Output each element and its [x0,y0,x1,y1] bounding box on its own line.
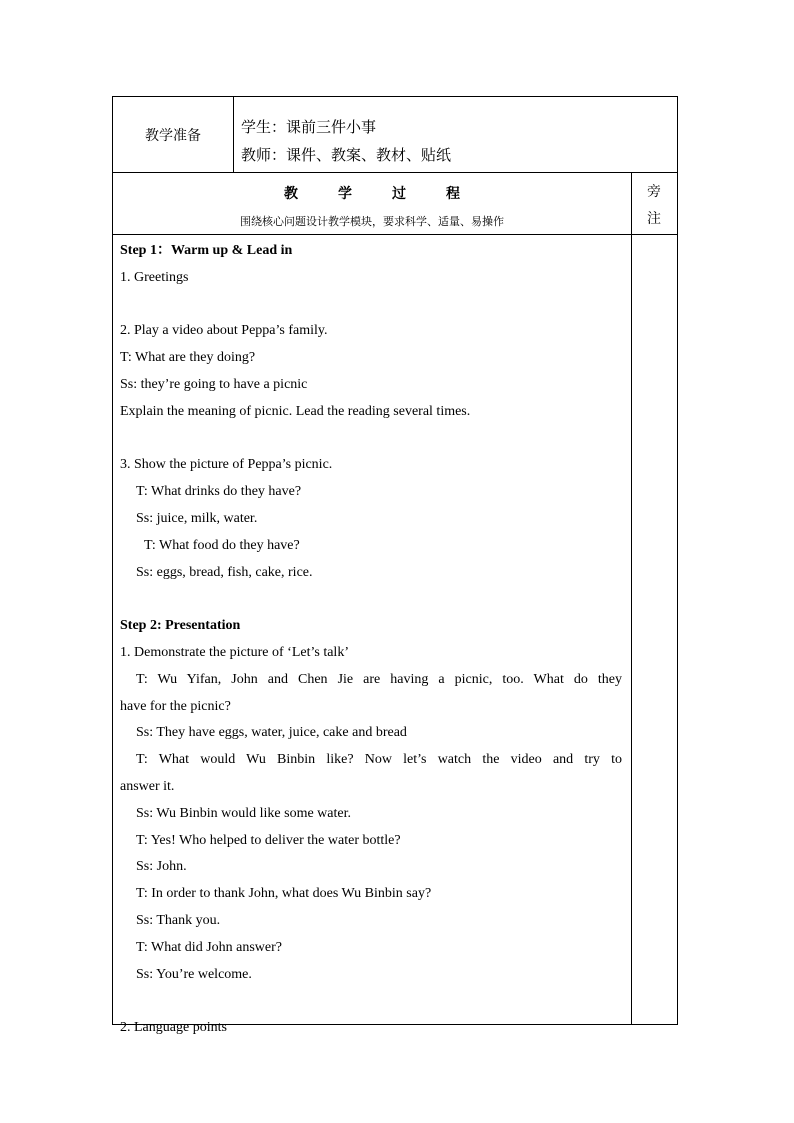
blank-line [120,426,622,453]
column-divider [631,172,632,1024]
text-line: answer it. [120,778,175,794]
side-notes-char: 注 [647,211,661,227]
text-line: 1. Greetings [120,269,189,285]
text-line: T: Yes! Who helped to deliver the water bottle? [136,832,401,848]
text-line: Ss: John. [136,859,187,875]
prep-content [241,113,661,169]
text-line: Ss: they’re going to have a picnic [120,376,308,392]
blank-line [120,988,622,1015]
text-line: 2. Play a video about Peppa’s family. [120,323,328,339]
side-notes-header [631,179,677,233]
row-divider [113,234,677,235]
text-line: T: What food do they have? [144,537,300,553]
text-line: 1. Demonstrate the picture of ‘Let’s talk’ [120,644,349,660]
text-line: Explain the meaning of picnic. Lead the reading several times. [120,403,471,419]
text-line: T: In order to thank John, what does Wu Binbin say? [136,886,432,902]
text-line: T: What are they doing? [120,350,256,366]
lesson-plan-table [112,96,678,1036]
text-line: T: What drinks do they have? [136,484,302,500]
step-heading: Step 1：Warm up & Lead in [120,243,293,258]
prep-label: 教学准备 [145,127,201,144]
process-subtitle: 围绕核心问题设计教学模块，要求科学、适量、易操作 [240,215,504,228]
text-line: Ss: eggs, bread, fish, cake, rice. [136,564,313,580]
text-line: Ss: Wu Binbin would like some water. [136,805,352,821]
column-divider [233,97,234,172]
text-line: Ss: Thank you. [136,912,221,928]
side-notes-char: 旁 [647,184,661,200]
text-line: 3. Show the picture of Peppa’s picnic. [120,457,333,473]
blank-line [120,292,622,319]
text-line: 2. Language points [120,1020,227,1036]
lesson-body [120,238,622,1042]
text-line: Ss: juice, milk, water. [136,510,258,526]
text-line: T: What would Wu Binbin like? Now let’s watch the video and try to [136,752,622,768]
prep-teacher: 教师：课件、教案、教材、贴纸 [241,146,452,164]
step-heading: Step 2: Presentation [120,618,241,634]
text-line: Ss: You’re welcome. [136,966,252,982]
row-divider [113,172,677,173]
text-line: T: What did John answer? [136,939,283,955]
text-line: have for the picnic? [120,698,231,714]
text-line: Ss: They have eggs, water, juice, cake and bread [136,725,407,741]
prep-student: 学生：课前三件小事 [241,118,377,136]
process-title: 教学过程 [284,186,500,202]
text-line: T: Wu Yifan, John and Chen Jie are having a picnic, too. What do they [136,671,622,687]
blank-line [120,586,622,613]
